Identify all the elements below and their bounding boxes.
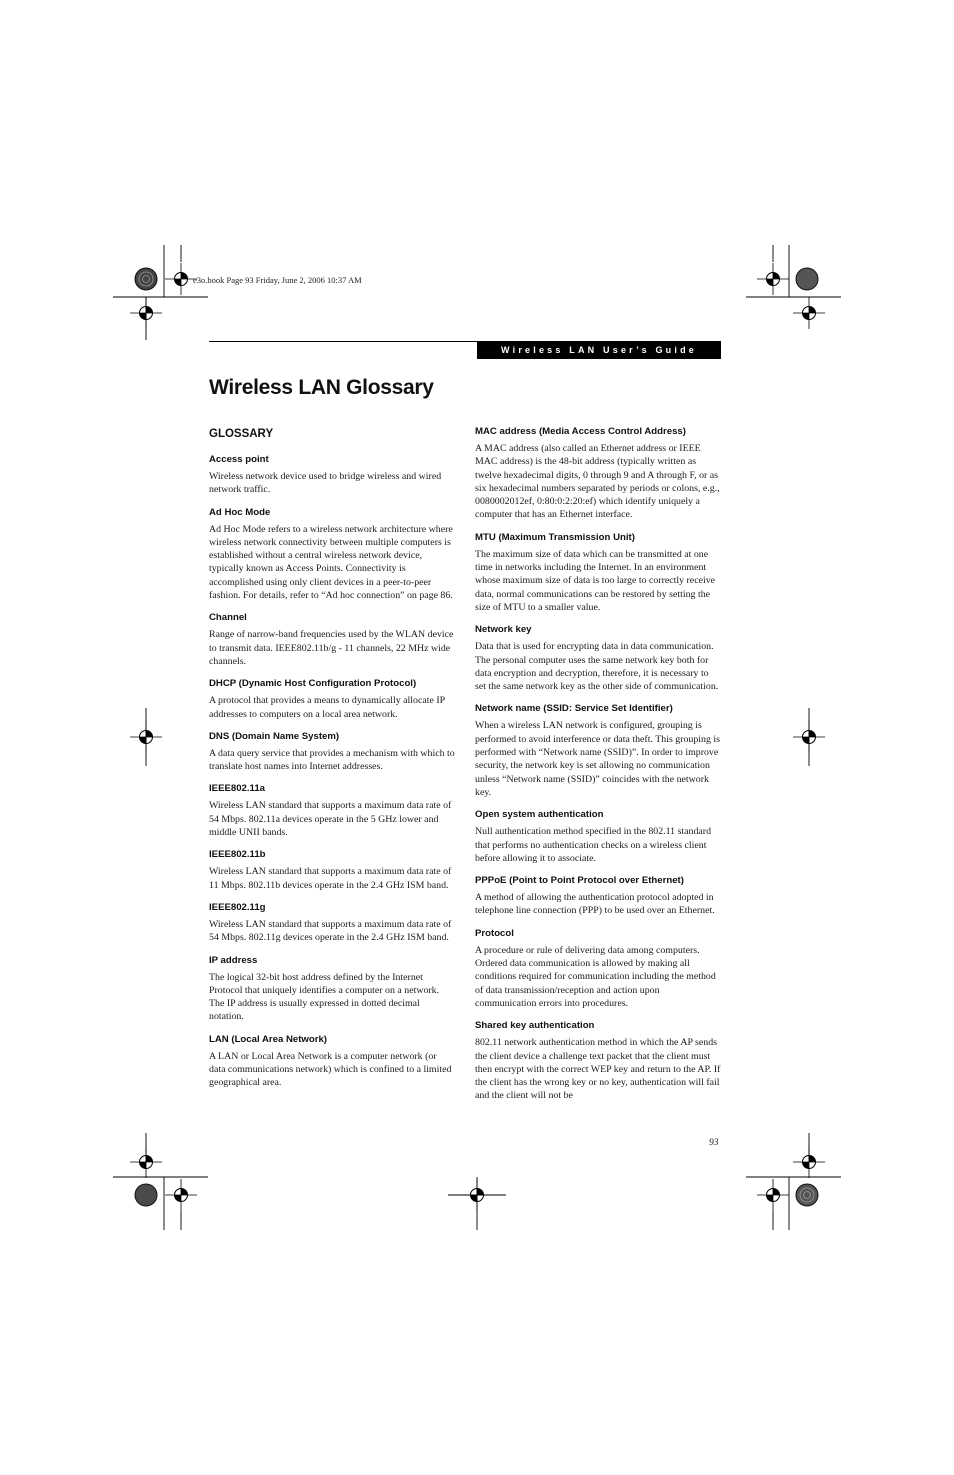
page-number: 93 <box>709 1138 719 1148</box>
glossary-definition: The logical 32-bit host address defined by the Internet Protocol that uniquely identifies a computer on a network. The IP address is usually expressed in dotted decimal notation. <box>209 971 440 1023</box>
color-bar-circle-icon <box>135 268 157 290</box>
glossary-entry <box>475 1020 721 1102</box>
glossary-definition: When a wireless LAN network is configured, grouping is performed to avoid interference or data theft. This grouping is performed with “Network name (SSID)”. In order to improve security, the network key is set allowing no communication unless “Network name (SSID)” coincides with the network key. <box>475 720 720 798</box>
glossary-term: Ad Hoc Mode <box>209 506 271 518</box>
glossary-definition: A protocol that provides a means to dynamically allocate IP addresses to computers on a local area network. <box>209 695 445 720</box>
right-column <box>475 426 721 1113</box>
glossary-entry <box>475 426 721 522</box>
glossary-definition: A method of allowing the authentication protocol adopted in telephone line connection (PPP) to be used over an Ethernet. <box>475 892 715 917</box>
glossary-definition: A LAN or Local Area Network is a computer network (or data communications network) which is confined to a limited geographical area. <box>209 1050 452 1089</box>
glossary-entry <box>209 678 455 721</box>
glossary-definition: Null authentication method specified in the 802.11 standard that performs no authentication checks on a wireless client before allowing it to associate. <box>475 826 712 864</box>
glossary-definition: Ad Hoc Mode refers to a wireless network architecture where wireless network connectivity between multiple computers is established without a central wireless network device, typically known as Access Points. Connectivity is accomplished using only client devices in a peer-to-peer fashion. For details, refer to “Ad hoc connection” on page 86. <box>209 523 453 602</box>
glossary-term: IEEE802.11b <box>209 849 266 861</box>
glossary-entry <box>475 928 721 1010</box>
glossary-term: DNS (Domain Name System) <box>209 730 340 742</box>
glossary-list-right <box>475 426 721 1103</box>
print-slug: e3o.book Page 93 Friday, June 2, 2006 10:37 AM <box>193 275 362 285</box>
section-heading: GLOSSARY <box>209 428 274 440</box>
glossary-definition: Range of narrow-band frequencies used by the WLAN device to transmit data. IEEE802.11b/g - 11 channels, 22 MHz wide channels. <box>209 629 454 667</box>
glossary-term: Access point <box>209 454 269 465</box>
glossary-term: IEEE802.11a <box>209 783 266 795</box>
glossary-term: MTU (Maximum Transmission Unit) <box>475 531 635 543</box>
glossary-term: DHCP (Dynamic Host Configuration Protocol) <box>209 678 417 690</box>
glossary-entry <box>475 809 721 865</box>
glossary-entry <box>475 532 721 614</box>
glossary-entry <box>209 783 455 839</box>
page-title: Wireless LAN Glossary <box>209 376 434 399</box>
glossary-entry <box>209 849 455 892</box>
glossary-entry <box>209 612 455 668</box>
glossary-definition: A MAC address (also called an Ethernet address or IEEE MAC address) is the 48-bit address (typically written as twelve hexadecimal digits, 0 through 9 and A through F, or as six hexadecimal numbers separated by periods or colons, e.g., 0080002012ef, 0:80:0:2:20:ef) which identify uniquely a computer that has an Ethernet interface. <box>475 443 720 521</box>
glossary-entry <box>209 454 455 497</box>
glossary-term: Protocol <box>475 927 514 939</box>
glossary-term: Network key <box>475 624 532 636</box>
glossary-definition: Wireless LAN standard that supports a maximum data rate of 54 Mbps. 802.11a devices operate in the 5 GHz lower and middle UNII bands. <box>209 800 452 839</box>
glossary-term: Channel <box>209 612 247 624</box>
left-column <box>209 426 455 1100</box>
glossary-definition: Wireless LAN standard that supports a maximum data rate of 54 Mbps. 802.11g devices operate in the 2.4 GHz ISM band. <box>209 918 452 944</box>
glossary-definition: Wireless LAN standard that supports a maximum data rate of 11 Mbps. 802.11b devices operate in the 2.4 GHz ISM band. <box>209 866 452 891</box>
glossary-entry <box>475 875 721 918</box>
glossary-definition: Wireless network device used to bridge wireless and wired network traffic. <box>209 471 442 496</box>
glossary-definition: 802.11 network authentication method in which the AP sends the client device a challenge text packet that the client must then encrypt with the correct WEP key and return to the AP. If the client has the wrong key or no key, authentication will fail and the client will not be <box>475 1037 721 1102</box>
glossary-entry <box>475 703 721 799</box>
glossary-definition: A data query service that provides a mechanism with which to translate host names into Internet addresses. <box>209 747 455 773</box>
glossary-entry <box>209 955 455 1024</box>
glossary-definition: Data that is used for encrypting data in data communication. The personal computer uses the same network key both for data encryption and decryption, therefore, it is necessary to set the same network key as the other side of communication. <box>475 641 719 693</box>
glossary-term: Network name (SSID: Service Set Identifier) <box>475 703 673 715</box>
glossary-term: IP address <box>209 954 258 966</box>
glossary-term: PPPoE (Point to Point Protocol over Ethernet) <box>475 875 684 887</box>
glossary-term: Open system authentication <box>475 809 604 821</box>
glossary-entry <box>209 902 455 945</box>
glossary-list-left <box>209 454 455 1090</box>
glossary-term: MAC address (Media Access Control Address) <box>475 426 686 437</box>
glossary-entry <box>475 624 721 693</box>
glossary-entry <box>209 1034 455 1090</box>
glossary-definition: The maximum size of data which can be transmitted at one time in networks including the Internet. In an environment whose maximum size of data is too large to correctly receive data, normal communications can be restored by setting the size of MTU to a smaller value. <box>475 548 716 613</box>
glossary-term: LAN (Local Area Network) <box>209 1033 327 1045</box>
glossary-definition: A procedure or rule of delivering data among computers. Ordered data communication is allowed by making all conditions required for communication including the method of data transmission/reception and action upon communication errors into procedures. <box>475 944 716 1009</box>
glossary-term: Shared key authentication <box>475 1020 595 1032</box>
running-header: Wireless LAN User’s Guide <box>477 342 721 359</box>
glossary-entry <box>209 731 455 774</box>
glossary-term: IEEE802.11g <box>209 901 266 913</box>
glossary-entry <box>209 507 455 603</box>
